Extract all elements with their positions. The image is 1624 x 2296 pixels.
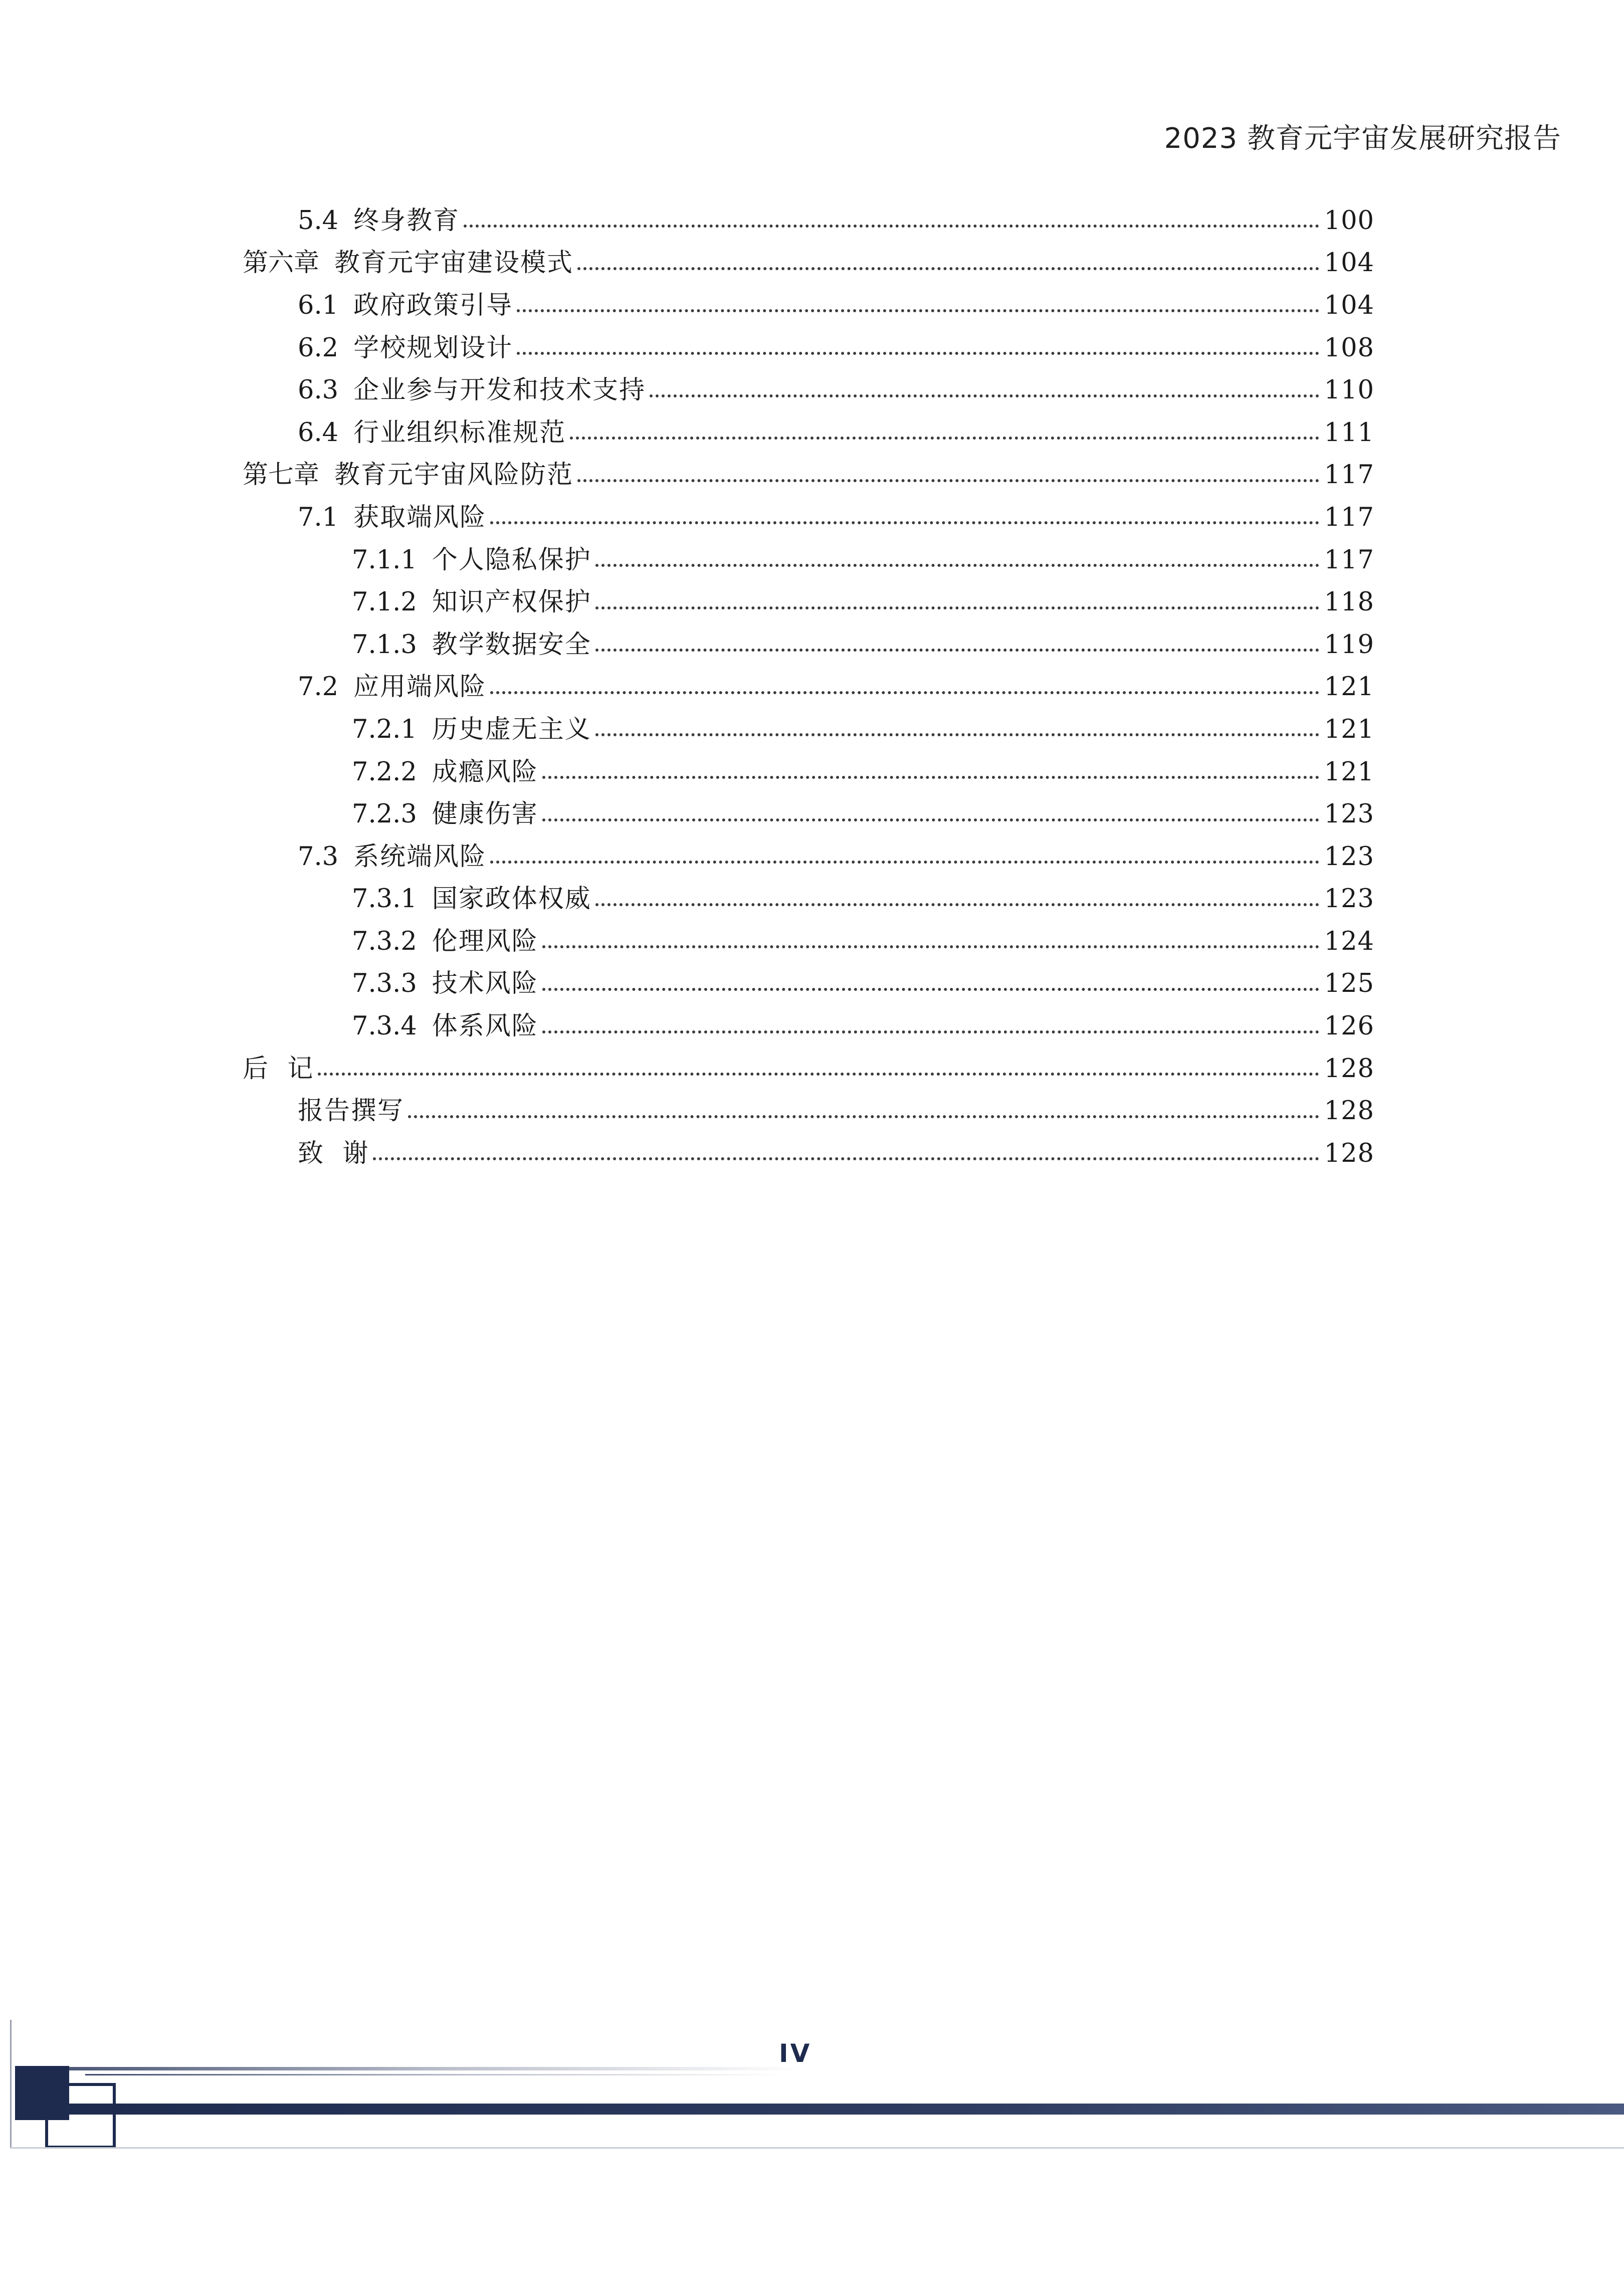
toc-entry-title: 个人隐私保护 (432, 545, 591, 575)
toc-entry-title: 行业组织标准规范 (353, 418, 566, 448)
toc-entry-page: 117 (1324, 545, 1374, 575)
toc-entry-title: 技术风险 (432, 969, 538, 999)
footer-bottom-line (10, 2147, 1624, 2149)
toc-dot-leader (595, 606, 1319, 609)
toc-entry-title: 成瘾风险 (432, 757, 538, 787)
table-of-contents (243, 199, 1374, 1175)
toc-entry-number: 5.4 (298, 205, 339, 236)
toc-entry[interactable] (243, 920, 1374, 963)
toc-entry-page: 126 (1324, 1011, 1374, 1041)
toc-entry[interactable] (243, 327, 1374, 369)
toc-dot-leader (490, 521, 1319, 524)
footer-thin-line-2 (85, 2074, 787, 2075)
footer-decoration (0, 2020, 1624, 2170)
toc-entry-title: 体系风险 (432, 1011, 538, 1041)
toc-entry[interactable] (243, 454, 1374, 497)
toc-entry[interactable] (243, 199, 1374, 242)
toc-dot-leader (373, 1157, 1319, 1160)
toc-entry[interactable] (243, 411, 1374, 454)
toc-entry-number: 7.2.1 (352, 714, 417, 744)
toc-entry[interactable] (243, 793, 1374, 836)
toc-entry[interactable] (243, 1005, 1374, 1048)
toc-entry-number: 7.3 (298, 842, 339, 872)
toc-entry-title: 应用端风险 (353, 672, 487, 702)
toc-entry-page: 121 (1324, 714, 1374, 744)
toc-entry-number: 7.3.2 (352, 926, 417, 956)
toc-entry-page: 128 (1324, 1138, 1374, 1168)
toc-entry-title: 健康伤害 (432, 799, 538, 829)
toc-entry-number: 7.2 (298, 672, 339, 702)
toc-entry-number: 7.1.3 (352, 630, 417, 660)
toc-entry-page: 100 (1324, 205, 1374, 236)
toc-dot-leader (577, 479, 1319, 482)
toc-entry-number: 7.1.2 (352, 587, 417, 617)
toc-entry-title: 终身教育 (353, 205, 460, 236)
toc-dot-leader (570, 437, 1319, 440)
toc-entry-number: 第七章 (243, 460, 320, 490)
toc-entry[interactable] (243, 623, 1374, 666)
toc-entry[interactable] (243, 666, 1374, 709)
toc-dot-leader (490, 691, 1319, 694)
page-number: IV (779, 2039, 812, 2068)
toc-entry-title: 获取端风险 (353, 502, 487, 532)
toc-entry[interactable] (243, 242, 1374, 285)
toc-entry-page: 104 (1324, 290, 1374, 320)
toc-entry-title: 政府政策引导 (353, 290, 513, 320)
toc-dot-leader (650, 394, 1319, 397)
toc-dot-leader (577, 267, 1319, 270)
footer-left-border (10, 2020, 12, 2148)
toc-entry-page: 118 (1324, 587, 1374, 617)
toc-entry-page: 124 (1324, 926, 1374, 956)
toc-dot-leader (542, 818, 1319, 821)
toc-entry-title: 历史虚无主义 (432, 714, 591, 744)
toc-entry[interactable] (243, 963, 1374, 1005)
toc-dot-leader (595, 733, 1319, 736)
toc-entry[interactable] (243, 284, 1374, 327)
toc-entry[interactable] (243, 496, 1374, 539)
toc-entry[interactable] (243, 878, 1374, 921)
toc-entry-title: 致 谢 (298, 1138, 369, 1168)
toc-entry-page: 123 (1324, 884, 1374, 914)
running-header: 2023 教育元宇宙发展研究报告 (1164, 122, 1561, 155)
toc-entry-number: 7.1 (298, 502, 339, 532)
toc-entry-number: 7.1.1 (352, 545, 417, 575)
toc-entry-page: 111 (1324, 418, 1374, 448)
toc-dot-leader (318, 1073, 1319, 1076)
toc-entry-page: 108 (1324, 333, 1374, 363)
toc-dot-leader (542, 988, 1319, 991)
toc-dot-leader (595, 564, 1319, 567)
toc-entry-title: 伦理风险 (432, 926, 538, 956)
toc-entry-page: 121 (1324, 672, 1374, 702)
toc-entry-title: 知识产权保护 (432, 587, 591, 617)
toc-entry[interactable] (243, 751, 1374, 793)
toc-dot-leader (595, 903, 1319, 906)
toc-entry-number: 6.4 (298, 418, 339, 448)
toc-entry[interactable] (243, 1090, 1374, 1132)
toc-entry-page: 110 (1324, 375, 1374, 405)
toc-entry-number: 7.3.1 (352, 884, 417, 914)
toc-dot-leader (542, 776, 1319, 779)
toc-dot-leader (542, 1030, 1319, 1033)
toc-entry-page: 123 (1324, 842, 1374, 872)
toc-entry-page: 125 (1324, 969, 1374, 999)
toc-entry[interactable] (243, 369, 1374, 411)
toc-entry[interactable] (243, 539, 1374, 581)
toc-entry-title: 报告撰写 (298, 1096, 404, 1126)
toc-dot-leader (490, 861, 1319, 864)
toc-entry-page: 119 (1324, 630, 1374, 660)
toc-entry-page: 128 (1324, 1054, 1374, 1084)
footer-thick-band (50, 2104, 1624, 2115)
toc-entry-number: 7.2.3 (352, 799, 417, 829)
toc-entry-number: 7.2.2 (352, 757, 417, 787)
toc-entry-title: 教育元宇宙建设模式 (334, 248, 574, 278)
toc-entry-number: 6.3 (298, 375, 339, 405)
toc-dot-leader (517, 309, 1319, 312)
toc-dot-leader (408, 1115, 1319, 1118)
toc-entry-title: 企业参与开发和技术支持 (353, 375, 646, 405)
toc-entry-title: 系统端风险 (353, 842, 487, 872)
toc-entry-title: 教育元宇宙风险防范 (334, 460, 574, 490)
toc-entry-number: 7.3.3 (352, 969, 417, 999)
toc-entry-title: 教学数据安全 (432, 630, 591, 660)
toc-entry-number: 7.3.4 (352, 1011, 417, 1041)
toc-entry-page: 121 (1324, 757, 1374, 787)
toc-entry-title: 学校规划设计 (353, 333, 513, 363)
footer-thin-line (20, 2067, 802, 2070)
toc-entry-page: 128 (1324, 1096, 1374, 1126)
toc-entry-page: 117 (1324, 460, 1374, 490)
toc-dot-leader (464, 225, 1319, 228)
toc-entry-number: 6.2 (298, 333, 339, 363)
toc-entry-title: 国家政体权威 (432, 884, 591, 914)
toc-dot-leader (517, 352, 1319, 355)
toc-entry[interactable] (243, 1048, 1374, 1090)
toc-entry[interactable] (243, 581, 1374, 623)
toc-entry-number: 第六章 (243, 248, 320, 278)
toc-entry-page: 123 (1324, 799, 1374, 829)
toc-entry-title: 后 记 (243, 1054, 314, 1084)
toc-entry-page: 117 (1324, 502, 1374, 532)
toc-entry[interactable] (243, 708, 1374, 751)
toc-entry[interactable] (243, 1132, 1374, 1175)
toc-dot-leader (595, 649, 1319, 652)
toc-dot-leader (542, 945, 1319, 948)
toc-entry-number: 6.1 (298, 290, 339, 320)
toc-entry[interactable] (243, 836, 1374, 878)
toc-entry-page: 104 (1324, 248, 1374, 278)
